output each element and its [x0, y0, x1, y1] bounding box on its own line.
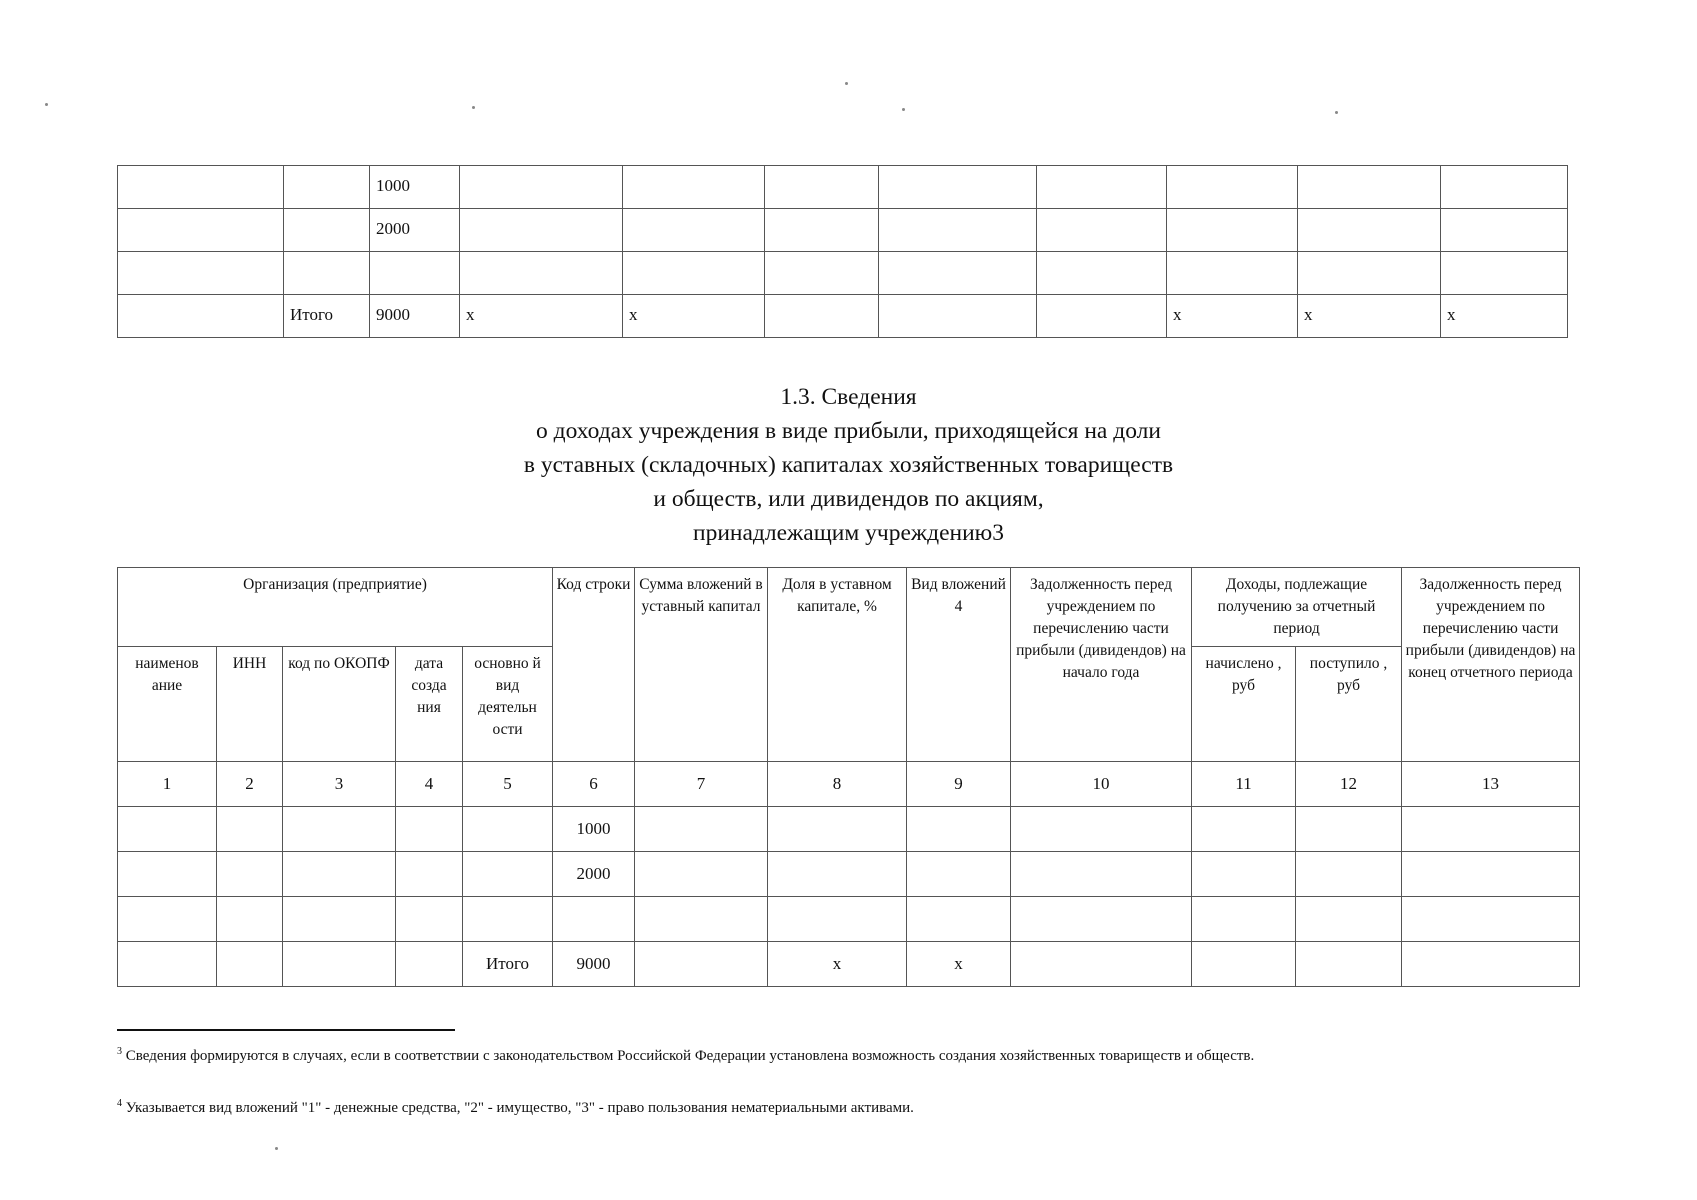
footnote-marker: 3 [117, 1046, 122, 1057]
row-code [370, 252, 460, 295]
type-header: Вид вложений 4 [907, 568, 1011, 762]
received-header: поступило , руб [1296, 647, 1402, 762]
total-row [118, 942, 1580, 987]
total-mark: x [623, 295, 765, 338]
scan-speck [275, 1147, 278, 1150]
column-number: 4 [396, 762, 463, 807]
table-row [118, 807, 1580, 852]
column-number: 2 [217, 762, 283, 807]
total-label: Итого [284, 295, 370, 338]
title-line: и обществ, или дивидендов по акциям, [653, 486, 1044, 512]
title-line: в уставных (складочных) капиталах хозяйственных товариществ [523, 452, 1174, 478]
inn-header: ИНН [217, 647, 283, 762]
okopf-header: код по ОКОПФ [283, 647, 396, 762]
income-header: Доходы, подлежащие получению за отчетный период [1192, 568, 1402, 647]
total-row [118, 295, 1568, 338]
accrued-header: начислено , руб [1192, 647, 1296, 762]
table-row [118, 897, 1580, 942]
scan-speck [902, 108, 905, 111]
total-mark: x [1298, 295, 1441, 338]
table-row [118, 252, 1568, 295]
total-label: Итого [463, 942, 553, 987]
total-type-mark: x [907, 942, 1011, 987]
section-title [0, 380, 1697, 550]
title-line: принадлежащим учреждению3 [693, 520, 1004, 546]
table-row [118, 852, 1580, 897]
total-mark [879, 295, 1037, 338]
column-number: 5 [463, 762, 553, 807]
column-number: 3 [283, 762, 396, 807]
scan-speck [472, 106, 475, 109]
scan-speck [1335, 111, 1338, 114]
column-number: 7 [635, 762, 768, 807]
total-mark [765, 295, 879, 338]
row-code: 2000 [370, 209, 460, 252]
income-table [117, 567, 1580, 987]
header-row [118, 568, 1580, 647]
scan-speck [845, 82, 848, 85]
column-numbers-row [118, 762, 1580, 807]
row-code: 1000 [370, 166, 460, 209]
title-line: о доходах учреждения в виде прибыли, приходящейся на доли [536, 418, 1161, 444]
table-row [118, 166, 1568, 209]
column-number: 9 [907, 762, 1011, 807]
column-number: 12 [1296, 762, 1402, 807]
activity-header: основно й вид деятельн ости [463, 647, 553, 762]
code-header: Код строки [553, 568, 635, 762]
previous-table-fragment [117, 165, 1568, 338]
row-code: 1000 [553, 807, 635, 852]
column-number: 10 [1011, 762, 1192, 807]
footnote-text: Указывается вид вложений "1" - денежные средства, "2" - имущество, "3" - право пользования нематериальными активами. [125, 1100, 914, 1116]
total-code: 9000 [370, 295, 460, 338]
total-mark: x [1167, 295, 1298, 338]
column-number: 6 [553, 762, 635, 807]
total-mark [1037, 295, 1167, 338]
total-share-mark: x [768, 942, 907, 987]
created-date-header: дата созда ния [396, 647, 463, 762]
total-mark: x [1441, 295, 1568, 338]
share-header: Доля в уставном капитале, % [768, 568, 907, 762]
footnote-3 [117, 1042, 1567, 1066]
column-number: 1 [118, 762, 217, 807]
column-number: 8 [768, 762, 907, 807]
title-line: 1.3. Сведения [780, 384, 917, 410]
footnote-marker: 4 [117, 1098, 122, 1109]
org-header: Организация (предприятие) [118, 568, 553, 647]
row-code: 2000 [553, 852, 635, 897]
sum-header: Сумма вложений в уставный капитал [635, 568, 768, 762]
total-mark: x [460, 295, 623, 338]
column-number: 11 [1192, 762, 1296, 807]
total-code: 9000 [553, 942, 635, 987]
row-code [553, 897, 635, 942]
column-number: 13 [1402, 762, 1580, 807]
footnote-text: Сведения формируются в случаях, если в соответствии с законодательством Российской Федерации установлена возможность создания хозяйственных товариществ и обществ. [125, 1048, 1255, 1064]
debt-start-header: Задолженность перед учреждением по перечислению части прибыли (дивидендов) на начало года [1011, 568, 1192, 762]
org-name-header: наименов ание [118, 647, 217, 762]
table-row [118, 209, 1568, 252]
footnote-separator [117, 1029, 455, 1031]
footnote-4 [117, 1094, 1567, 1118]
debt-end-header: Задолженность перед учреждением по перечислению части прибыли (дивидендов) на конец отчетного периода [1402, 568, 1580, 762]
scan-speck [45, 103, 48, 106]
